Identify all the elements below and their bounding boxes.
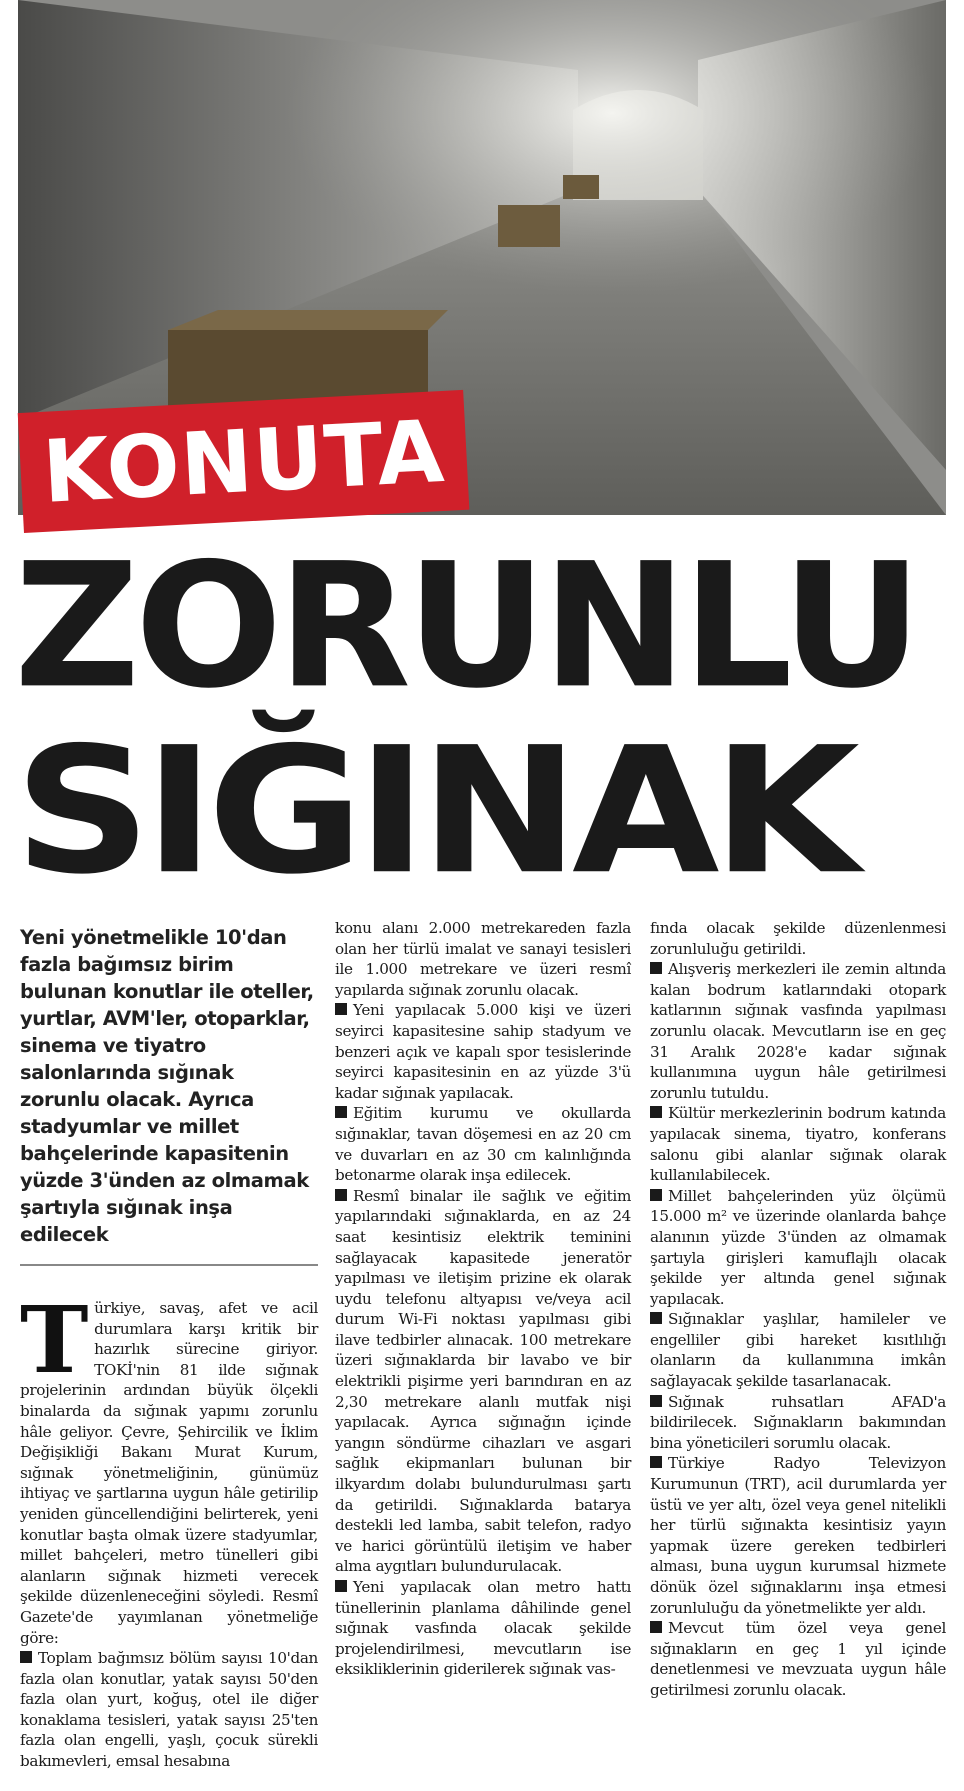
bullet-5-end: fında olacak şekilde düzenlenmesi zorunluluğu getirildi. [650,919,946,958]
bullet-square-icon [650,962,662,974]
lead-paragraph: Yeni yönetmelikle 10'dan fazla bağımsız birim bulunan konutlar ile oteller, yurtlar, AVM'ler, otoparklar, sinema ve tiyatro salonlarında sığınak zorunlu olacak. Ayrıca stadyumlar ve millet bahçelerinde kapasitenin yüzde 3'ünden az olmamak şartıyla sığınak inşa edilecek [20,924,318,1266]
column-1 [20,918,318,1772]
article-body-3 [650,918,946,1701]
bullet-square-icon [20,1651,32,1663]
bullet-2: Yeni yapılacak 5.000 kişi ve üzeri seyirci kapasitesine sahip stadyum ve benzeri açık ve kapalı spor tesislerinde seyirci kapasitesinin en az yüzde 3'ü kadar sığınak yapılacak. [335,1001,631,1102]
bullet-5-start: Yeni yapılacak olan metro hattı tünellerinin planlama dâhilinde genel sığınak vasfında olacak şekilde projelendirilmesi, mevcutların ise eksikliklerinin giderilerek sığınak vas- [335,1578,631,1679]
bullet-1-end: konu alanı 2.000 metrekareden fazla olan her türlü imalat ve sanayi tesisleri ile 1.000 metrekare ve üzeri resmî yapılarda sığınak zorunlu olacak. [335,919,631,999]
bullet-square-icon [650,1189,662,1201]
bullet-square-icon [650,1621,662,1633]
bullet-square-icon [650,1395,662,1407]
bullet-9: Sığınaklar yaşlılar, hamileler ve engelliler gibi hareket kısıtlılığı olanların da kullanımına imkân sağlayacak şekilde tasarlanacak. [650,1310,946,1391]
headline-line-1: ZORUNLU [14,525,918,727]
bullet-6: Alışveriş merkezleri ile zemin altında kalan bodrum katlarındaki otopark katlarının sığınak vasfında yapılması zorunlu olacak. Mevcutların ise en geç 31 Aralık 2028'e kadar sığınak kullanımına uygun hâle getirilmesi zorunlu tutuldu. [650,960,946,1102]
bullet-10: Sığınak ruhsatları AFAD'a bildirilecek. Sığınakların bakımından bina yöneticileri sorumlu olacak. [650,1392,946,1452]
kicker-label: KONUTA [18,390,470,533]
bullet-square-icon [335,1580,347,1592]
column-2 [335,918,631,1680]
bullet-8: Millet bahçelerinden yüz ölçümü 15.000 m² ve üzerinde olanlarda bahçe alanının yüzde 3'ünden az olmamak şartıyla girişleri kamuflajlı olacak şekilde yer altında genel sığınak yapılacak. [650,1186,946,1308]
bullet-square-icon [335,1106,347,1118]
bullet-square-icon [335,1003,347,1015]
bullet-12: Mevcut tüm özel veya genel sığınakların en geç 1 yıl içinde denetlenmesi ve mevzuata uygun hâle getirilmesi zorunlu olacak. [650,1619,946,1699]
column-3 [650,918,946,1701]
bullet-4: Resmî binalar ile sağlık ve eğitim yapılarındaki sığınaklarda, en az 24 saat kesintisiz elektrik teminini sağlayacak kapasitede jeneratör yapılması ve iletişim prizine ek olarak uydu telefonu altyapısı ve/veya acil durum Wi-Fi noktası yapılması gibi ilave tedbirler alınacak. 100 metrekare üzeri sığınaklarda bir lavabo ve bir elektrikli pişirme yeri barındıran en az 2,30 metrekare alanlı mutfak nişi yapılacak. Ayrıca sığınağın içinde yangın söndürme cihazları ve asgari sağlık ekipmanları bulunan bir ilkyardım dolabı bulundurulması şartı da getirildi. Sığınaklarda batarya destekli led lamba, sabit telefon, radyo ve harici görüntülü iletişim ve haber alma aygıtları bulundurulacak. [335,1186,631,1576]
article-body-2 [335,918,631,1680]
bullet-square-icon [650,1106,662,1118]
bullet-square-icon [650,1312,662,1324]
bullet-square-icon [335,1189,347,1201]
article-body-1 [20,1286,318,1772]
bullet-1-start: Toplam bağımsız bölüm sayısı 10'dan fazla olan konutlar, yatak sayısı 50'den fazla olan yurt, koğuş, otel ile diğer konaklama tesisleri, yatak sayısı 25'ten fazla olan engelli, yaşlı, çocuk sürekli bakımevleri, emsal hesabına [20,1649,318,1771]
bullet-11: Türkiye Radyo Televizyon Kurumunun (TRT), acil durumlarda yer üstü ve yer altı, özel veya genel nitelikli her türlü sığınakta kesintisiz yayın yapmak üzere gereken tedbirleri alması, buna uygun kurumsal hizmete dönük özel sığınaklarını inşa etmesi zorunluluğu da yönetmelikte yer aldı. [650,1454,946,1617]
article-columns [20,918,946,1778]
drop-cap: T [20,1286,89,1394]
headline-line-2: SIĞINAK [14,710,853,913]
bullet-square-icon [650,1456,662,1468]
bullet-3: Eğitim kurumu ve okullarda sığınaklar, tavan döşemesi en az 20 cm ve duvarları en az 30 cm kalınlığında betonarme olarak inşa edilecek. [335,1104,631,1185]
intro-paragraph: Türkiye, savaş, afet ve acil durumlara karşı kritik bir hazırlık sürecine giriyor. TOKİ'nin 81 ilde sığınak projelerinin ardından büyük ölçekli binalarda da sığınak yapımı zorunlu hâle geliyor. Çevre, Şehircilik ve İklim Değişikliği Bakanı Murat Kurum, sığınak yönetmeliğinin, günümüz ihtiyaç ve şartlarına uygun hâle getirilip yeniden güncellendiğini belirterek, yeni konutlar başta olmak üzere stadyumlar, millet bahçeleri, metro tünelleri gibi alanların sığınak hizmeti verecek şekilde düzenleneceğini söyledi. Resmî Gazete'de yayımlanan yönetmeliğe göre: [20,1286,318,1647]
bullet-7: Kültür merkezlerinin bodrum katında yapılacak sinema, tiyatro, konferans salonu gibi alanlar sığınak olarak kullanılabilecek. [650,1104,946,1185]
